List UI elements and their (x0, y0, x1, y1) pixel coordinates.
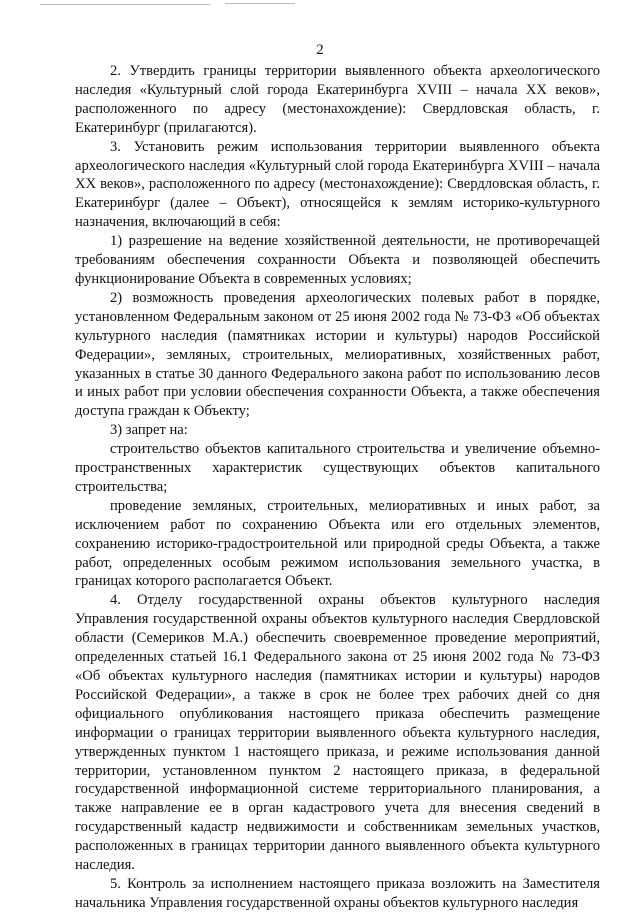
page-number: 2 (316, 42, 324, 58)
paragraph-item-2: 2. Утвердить границы территории выявленного объекта археологического наследия «Культурный слой города Екатеринбурга XVIII – начала XX веков», расположенного по адресу (местонахождение): Свердловская область, г. Екатеринбург (прилагаются). (75, 63, 600, 136)
paragraph-subitem-1: 1) разрешение на ведение хозяйственной деятельности, не противоречащей требованиям обеспечения сохранности Объекта и позволяющей обеспечить функционирование Объекта в современных условиях; (75, 233, 600, 287)
paragraph-item-5: 5. Контроль за исполнением настоящего приказа возложить на Заместителя начальника Управления государственной охраны объектов культурного наследия (75, 875, 600, 911)
paragraph-subitem-2: 2) возможность проведения археологических полевых работ в порядке, установленном Федеральным законом от 25 июня 2002 года № 73-ФЗ «Об объектах культурного наследия (памятниках истории и культуры) народов Российской Федерации», земляных, строительных, мелиоративных, хозяйственных работ, указанных в статье 30 данного Федерального закона работ по использованию лесов и иных работ при условии обеспечения сохранности Объекта, а также обеспечения доступа граждан к Объекту; (75, 289, 600, 420)
scan-artifact-line (40, 4, 210, 5)
document-body (75, 62, 600, 913)
paragraph-item-3: 3. Установить режим использования территории выявленного объекта археологического наследия «Культурный слой города Екатеринбурга XVIII – начала XX веков», расположенного по адресу (местонахождение): Свердловская область, г. Екатеринбург (далее – Объект), относящейся к землям историко-культурного назначения, включающий в себя: (75, 138, 600, 231)
paragraph-item-4: 4. Отделу государственной охраны объектов культурного наследия Управления государственной охраны объектов культурного наследия Свердловской области (Семериков М.А.) обеспечить своевременное проведение мероприятий, определенных статьей 16.1 Федерального закона от 25 июня 2002 года № 73-ФЗ «Об объектах культурного наследия (памятниках истории и культуры) народов Российской Федерации», а также в срок не более трех рабочих дней со дня официального опубликования настоящего приказа обеспечить размещение информации о границах территории выявленного объекта культурного наследия, утвержденных пунктом 1 настоящего приказа, и режиме использования данной территории, установленном пунктом 2 настоящего приказа, в федеральной государственной информационной системе территориального планирования, а также направление ее в орган кадастрового учета для внесения сведений в государственный кадастр недвижимости и собственникам земельных участков, расположенных в границах территории данного выявленного объекта культурного наследия. (75, 592, 600, 874)
scan-artifact-line (225, 3, 295, 4)
paragraph-prohibition-construction: строительство объектов капитального строительства и увеличение объемно-пространственных характеристик существующих объектов капитального строительства; (75, 441, 600, 495)
paragraph-subitem-3: 3) запрет на: (110, 422, 188, 439)
paragraph-prohibition-works: проведение земляных, строительных, мелиоративных и иных работ, за исключением работ по сохранению Объекта или его отдельных элементов, сохранению историко-градостроительной или природной среды Объекта, а также работ, определенных особым режимом использования земельного участка, в границах которого располагается Объект. (75, 497, 600, 590)
